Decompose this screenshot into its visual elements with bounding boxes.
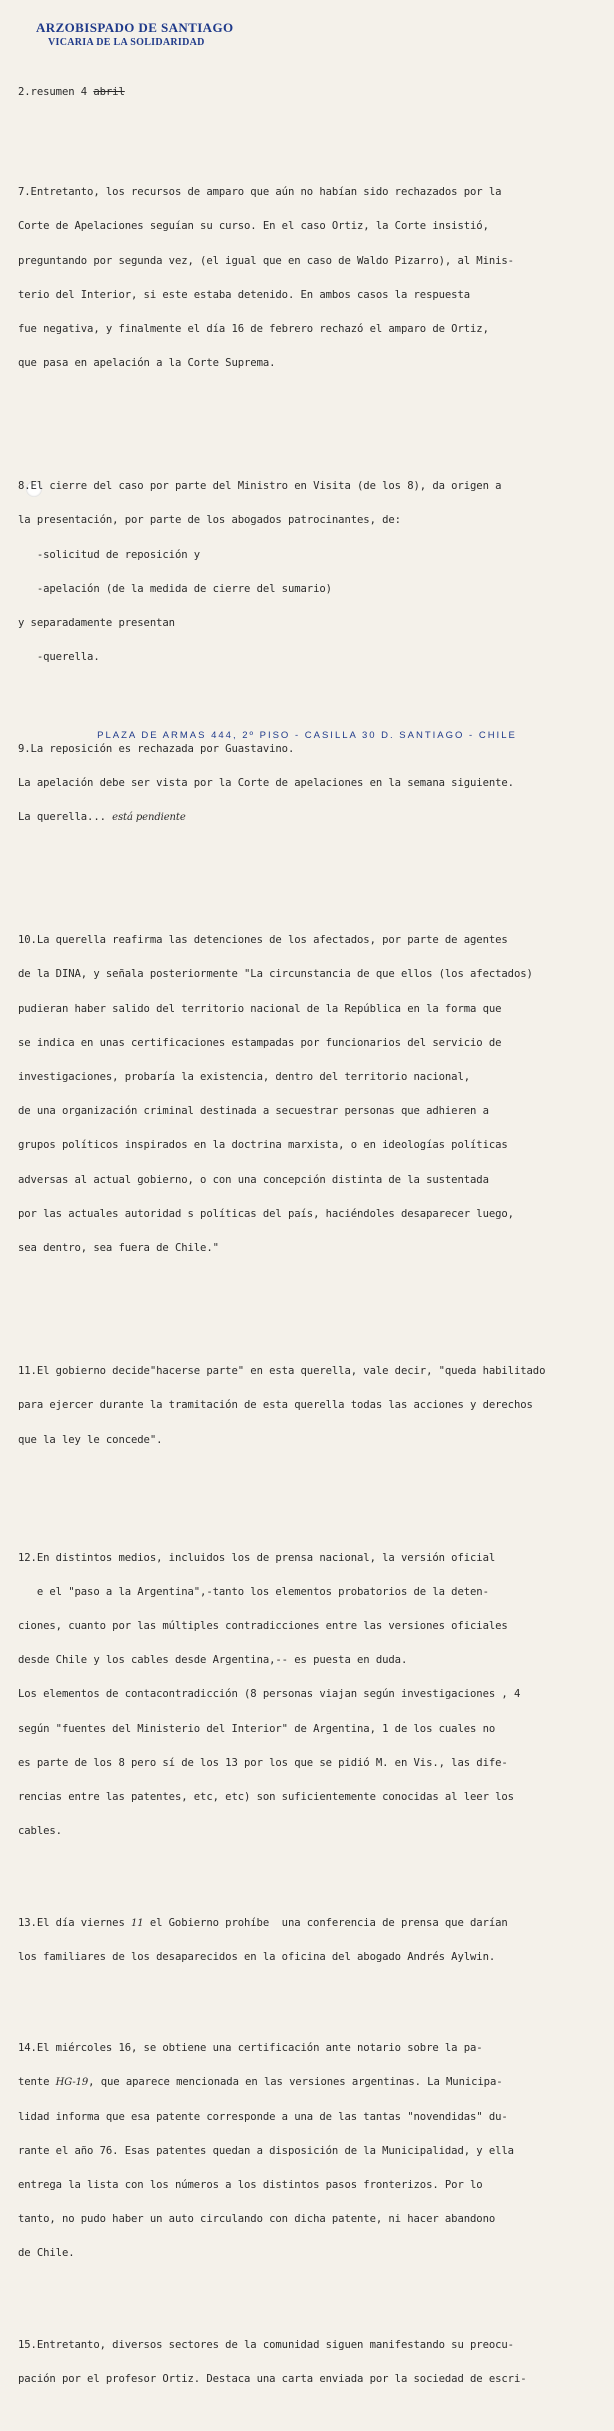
paragraph-13: [18, 1895, 612, 1986]
text-line: lidad informa que esa patente corresponde a una de las tantas "novendidas" du-: [18, 2110, 508, 2123]
text-line: tanto, no pudo haber un auto circulando con dicha patente, ni hacer abandono: [18, 2213, 496, 2226]
text-line: 14.El miércoles 16, se obtiene una certificación ante notario sobre la pa-: [18, 2042, 483, 2055]
text-line: La apelación debe ser vista por la Corte de apelaciones en la semana siguiente.: [18, 776, 514, 789]
text-line: [18, 2077, 612, 2088]
paragraph-8: [18, 458, 612, 686]
text-line: grupos políticos inspirados en la doctrina marxista, o en ideologías políticas: [18, 1139, 508, 1152]
letterhead-title: ARZOBISPADO DE SANTIAGO: [36, 20, 234, 35]
text-line: 15.Entretanto, diversos sectores de la comunidad siguen manifestando su preocu-: [18, 2338, 514, 2351]
text-line: preguntando por segunda vez, (el igual que en caso de Waldo Pizarro), al Minis-: [18, 254, 514, 267]
paragraph-11: [18, 1343, 612, 1468]
text-line: sea dentro, sea fuera de Chile.": [18, 1242, 219, 1255]
text-line: de la DINA, y señala posteriormente "La circunstancia de que ellos (los afectados): [18, 968, 533, 981]
text-line: [18, 812, 612, 823]
text-line: 8.El cierre del caso por parte del Ministro en Visita (de los 8), da origen a: [18, 480, 502, 493]
text-line: -querella.: [18, 651, 100, 664]
text-line: según "fuentes del Ministerio del Interior" de Argentina, 1 de los cuales no: [18, 1722, 496, 1735]
text-line: e el "paso a la Argentina",-tanto los elementos probatorios de la deten-: [18, 1585, 489, 1598]
text-line: pudieran haber salido del territorio nacional de la República en la forma que: [18, 1002, 502, 1015]
text-line: rante el año 76. Esas patentes quedan a disposición de la Municipalidad, y ella: [18, 2144, 514, 2157]
text-line: rencias entre las patentes, etc, etc) son suficientemente conocidas al leer los: [18, 1791, 514, 1804]
text-line: 9.La reposición es rechazada por Guastavino.: [18, 742, 295, 755]
paragraph-14: [18, 2020, 612, 2282]
text-fragment: 13.El día viernes: [18, 1916, 132, 1929]
text-line: que la ley le concede".: [18, 1433, 163, 1446]
text-line: para ejercer durante la tramitación de esta querella todas las acciones y derechos: [18, 1399, 533, 1412]
text-line: los familiares de los desaparecidos en la oficina del abogado Andrés Aylwin.: [18, 1950, 496, 1963]
text-line: Corte de Apelaciones seguían su curso. En el caso Ortiz, la Corte insistió,: [18, 220, 489, 233]
text-line: de Chile.: [18, 2247, 75, 2260]
letterhead-footer: PLAZA DE ARMAS 444, 2º PISO - CASILLA 30 D. SANTIAGO - CHILE: [97, 730, 517, 741]
heading-text: 2.resumen 4: [18, 85, 94, 98]
text-line: 7.Entretanto, los recursos de amparo que aún no habían sido rechazados por la: [18, 186, 502, 199]
text-line: pación por el profesor Ortiz. Destaca una carta enviada por la sociedad de escri-: [18, 2372, 527, 2385]
struck-word: abril: [93, 85, 125, 98]
text-fragment: , que aparece mencionada en las versiones argentinas. La Municipa-: [88, 2076, 503, 2089]
text-fragment: el Gobierno prohíbe una conferencia de prensa que darían: [143, 1916, 508, 1929]
text-line: 10.La querella reafirma las detenciones de los afectados, por parte de agentes: [18, 934, 508, 947]
text-line: y separadamente presentan: [18, 617, 175, 630]
text-line: investigaciones, probaría la existencia, dentro del territorio nacional,: [18, 1070, 471, 1083]
summary-heading: [18, 87, 612, 98]
text-line: Los elementos de contacontradicción (8 personas viajan según investigaciones , 4: [18, 1688, 521, 1701]
text-line: terio del Interior, si este estaba detenido. En ambos casos la respuesta: [18, 288, 471, 301]
text-line: 11.El gobierno decide"hacerse parte" en esta querella, vale decir, "queda habilitado: [18, 1365, 546, 1378]
text-line: entrega la lista con los números a los distintos pasos fronterizos. Por lo: [18, 2178, 483, 2191]
paragraph-15: [18, 2317, 612, 2408]
text-fragment: La querella...: [18, 811, 113, 823]
text-line: que pasa en apelación a la Corte Suprema.: [18, 357, 276, 370]
handwritten-plate: HG-19: [55, 2077, 89, 2089]
text-line: es parte de los 8 pero sí de los 13 por los que se pidió M. en Vis., las dife-: [18, 1756, 508, 1769]
text-line: -solicitud de reposición y: [18, 548, 201, 561]
text-line: [18, 1918, 612, 1929]
text-line: se indica en unas certificaciones estampadas por funcionarios del servicio de: [18, 1036, 502, 1049]
text-line: -apelación (de la medida de cierre del sumario): [18, 582, 332, 595]
text-line: de una organización criminal destinada a secuestrar personas que adhieren a: [18, 1105, 489, 1118]
paragraph-7: [18, 164, 612, 392]
document-body: [18, 64, 612, 2431]
handwritten-note: está pendiente: [112, 812, 186, 823]
text-line: 12.En distintos medios, incluidos los de prensa nacional, la versión oficial: [18, 1551, 496, 1564]
letterhead: [36, 20, 234, 48]
handwritten-date: 11: [131, 1917, 144, 1929]
text-line: por las actuales autoridad s políticas del país, haciéndoles desaparecer luego,: [18, 1207, 514, 1220]
text-line: fue negativa, y finalmente el día 16 de febrero rechazó el amparo de Ortiz,: [18, 322, 489, 335]
letterhead-subtitle: VICARIA DE LA SOLIDARIDAD: [48, 37, 205, 48]
text-line: cables.: [18, 1825, 62, 1838]
text-line: la presentación, por parte de los abogados patrocinantes, de:: [18, 514, 401, 527]
paragraph-12: [18, 1530, 612, 1861]
text-line: adversas al actual gobierno, o con una concepción distinta de la sustentada: [18, 1173, 489, 1186]
text-fragment: tente: [18, 2076, 56, 2089]
text-line: ciones, cuanto por las múltiples contradicciones entre las versiones oficiales: [18, 1620, 508, 1633]
text-line: desde Chile y los cables desde Argentina,-- es puesta en duda.: [18, 1654, 408, 1667]
paragraph-10: [18, 912, 612, 1277]
